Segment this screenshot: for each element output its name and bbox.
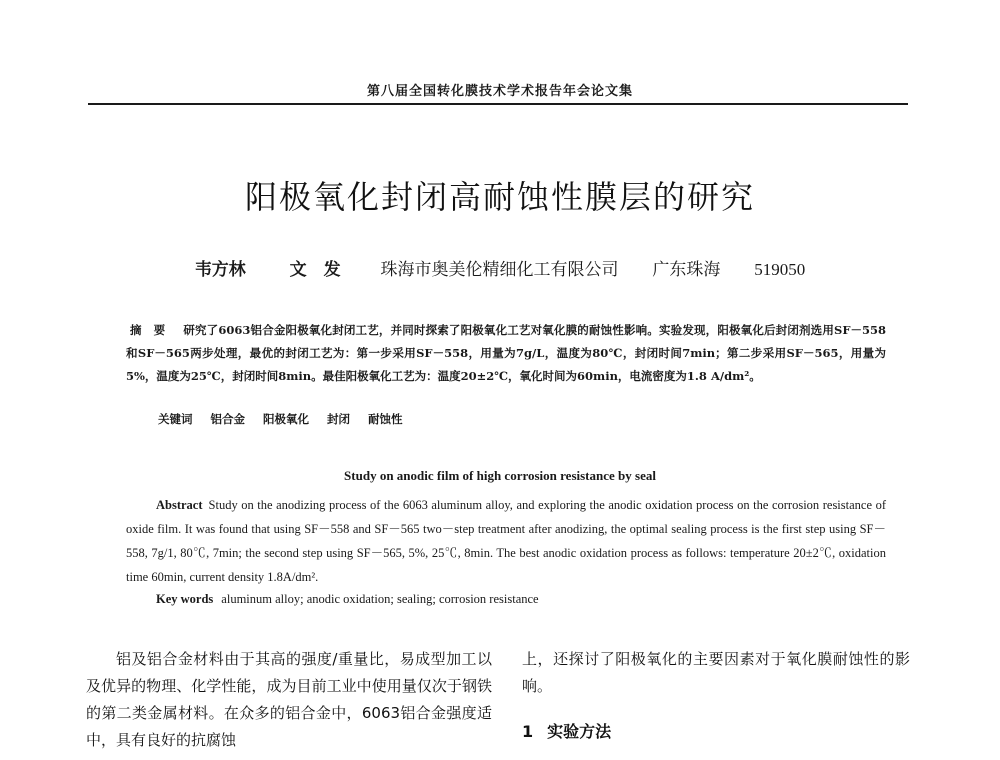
author-line	[0, 255, 1000, 280]
header-rule	[88, 103, 908, 105]
keywords-zh-label: 关键词	[158, 412, 193, 426]
keyword-zh: 铝合金	[210, 412, 246, 426]
keyword-zh: 阳极氧化	[263, 412, 310, 426]
abstract-zh-label: 摘要	[130, 323, 178, 337]
english-title: Study on anodic film of high corrosion resistance by seal	[344, 468, 656, 483]
keyword-zh: 耐蚀性	[368, 412, 403, 426]
author-location: 广东珠海	[652, 260, 721, 280]
body-column-left	[86, 646, 492, 754]
author-name: 文 发	[289, 260, 341, 280]
abstract-zh-text: 研究了6063铝合金阳极氧化封闭工艺，并同时探索了阳极氧化工艺对氧化膜的耐蚀性影响。实验发现，阳极氧化后封闭剂选用SF－558和SF－565两步处理，最优的封闭工艺为：第一步采用SF－558，用量为7g/L，温度为80℃，封闭时间7min；第二步采用SF－565，用量为5%，温度为25℃，封闭时间8min。最佳阳极氧化工艺为：温度20±2℃，氧化时间为60min，电流密度为1.8 A/dm²。	[126, 323, 886, 383]
keywords-en	[156, 592, 539, 607]
section-heading	[522, 718, 910, 745]
running-header: 第八届全国转化膜技术学术报告年会论文集	[366, 84, 633, 99]
body-paragraph: 铝及铝合金材料由于其高的强度/重量比，易成型加工以及优异的物理、化学性能，成为目前工业中使用量仅次于钢铁的第二类金属材料。在众多的铝合金中，6063铝合金强度适中，具有良好的抗腐蚀	[86, 650, 492, 749]
body-column-right	[522, 646, 910, 745]
section-title: 实验方法	[547, 722, 612, 741]
abstract-en	[126, 493, 886, 589]
section-number: 1	[522, 722, 534, 741]
body-paragraph: 上，还探讨了阳极氧化的主要因素对于氧化膜耐蚀性的影响。	[522, 650, 910, 695]
author-affiliation: 珠海市奥美伦精细化工有限公司	[380, 260, 619, 280]
keyword-zh: 封闭	[327, 412, 351, 426]
author-name: 韦方林	[194, 260, 246, 280]
abstract-zh	[126, 319, 886, 388]
keywords-zh	[158, 411, 417, 427]
keywords-en-text: aluminum alloy; anodic oxidation; sealing; corrosion resistance	[221, 592, 539, 606]
abstract-en-text: Study on the anodizing process of the 6063 aluminum alloy, and exploring the anodic oxidation process on the corrosion resistance of oxide film. It was found that using SF－558 and SF－565 two－step treatment after anodizing, the optimal sealing process is the first step using SF－558, 7g/1, 80℃, 7min; the second step using SF－565, 5%, 25℃, 8min. The best anodic oxidation process as follows: temperature 20±2℃, oxidation time 60min, current density 1.8A/dm².	[126, 498, 886, 584]
author-postcode: 519050	[754, 260, 806, 279]
keywords-en-label: Key words	[156, 592, 214, 606]
abstract-en-label: Abstract	[156, 498, 203, 512]
paper-title: 阳极氧化封闭高耐蚀性膜层的研究	[244, 178, 755, 216]
